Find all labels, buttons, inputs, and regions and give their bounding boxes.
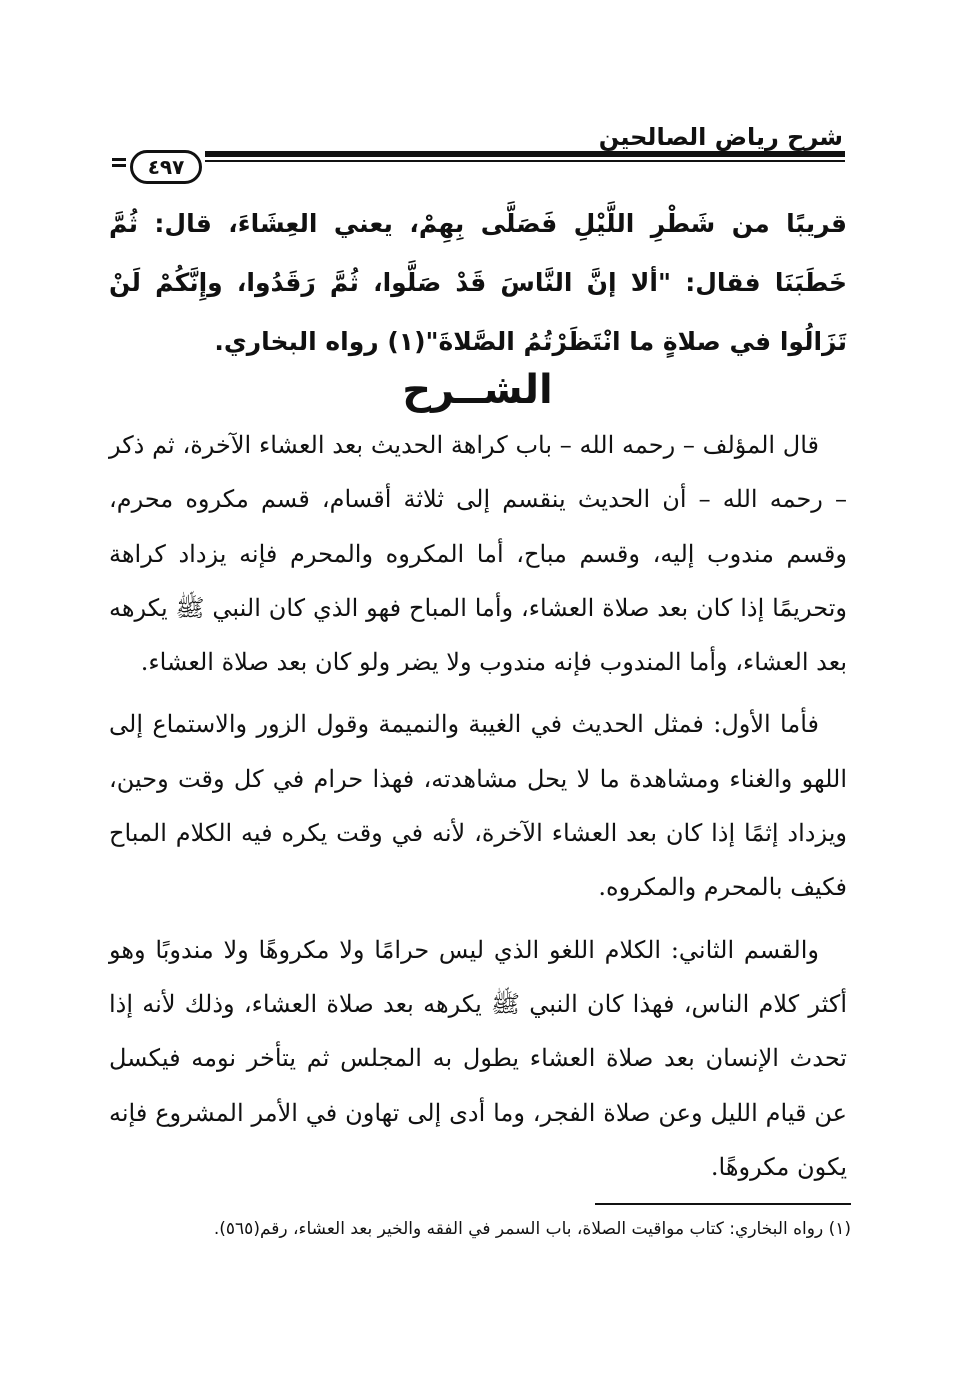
paragraph: فأما الأول: فمثل الحديث في الغيبة والنميمة وقول الزور والاستماع إلى اللهو والغناء ومشاهدة ما لا يحل مشاهدته، فهذا حرام في كل وقت وحين، ويزداد إثمًا إذا كان بعد العشاء الآخرة، لأنه في وقت يكره فيه الكلام المباح فكيف بالمحرم والمكروه.: [109, 710, 847, 902]
footnote-divider: [595, 1203, 851, 1205]
hadith-continuation: [109, 194, 847, 371]
paragraph: والقسم الثاني: الكلام اللغو الذي ليس حرامًا ولا مكروهًا ولا مندوبًا وهو أكثر كلام الناس، فهذا كان النبي ﷺ يكرهه بعد صلاة العشاء، وذلك لأنه إذا تحدث الإنسان بعد صلاة العشاء يطول به المجلس ثم يتأخر نومه فيكسل عن قيام الليل وعن صلاة الفجر، وما أدى إلى تهاون في الأمر المشروع فإنه يكون مكروهًا.: [109, 935, 847, 1181]
running-title: شرح رياض الصالحين: [598, 123, 843, 151]
page-number-ornament: [112, 158, 126, 174]
page-number: ٤٩٧: [130, 150, 202, 184]
header-rule: [205, 151, 845, 167]
header-rule-thick: [205, 151, 845, 157]
section-title: الشــرح: [402, 367, 553, 413]
footnote: (١) رواه البخاري: كتاب مواقيت الصلاة، باب السمر في الفقه والخير بعد العشاء، رقم(٥٦٥).: [213, 1219, 851, 1239]
commentary-body: [109, 418, 847, 1202]
hadith-text: قريبًا من شَطْرِ اللَّيْلِ فَصَلَّى بِهِمْ، يعني العِشَاءَ، قال: ثُمَّ خَطَبَنَا فقال: "ألا إنَّ النَّاسَ قَدْ صَلَّوا، ثُمَّ رَقَدُوا، وإِنَّكُمْ لَنْ تَزَالُوا في صلاةٍ ما انْتَظَرْتُمُ الصَّلاةَ"(١) رواه البخاري.: [109, 209, 847, 356]
paragraph: قال المؤلف – رحمه الله – باب كراهة الحديث بعد العشاء الآخرة، ثم ذكر – رحمه الله – أن الحديث ينقسم إلى ثلاثة أقسام، قسم مكروه محرم، وقسم مندوب إليه، وقسم مباح، أما المكروه والمحرم فإنه يزداد كراهة وتحريمًا إذا كان بعد صلاة العشاء، وأما المباح فهو الذي كان النبي ﷺ يكرهه بعد العشاء، وأما المندوب فإنه مندوب ولا يضر ولو كان بعد صلاة العشاء.: [109, 431, 847, 677]
header-rule-thin: [205, 160, 845, 162]
